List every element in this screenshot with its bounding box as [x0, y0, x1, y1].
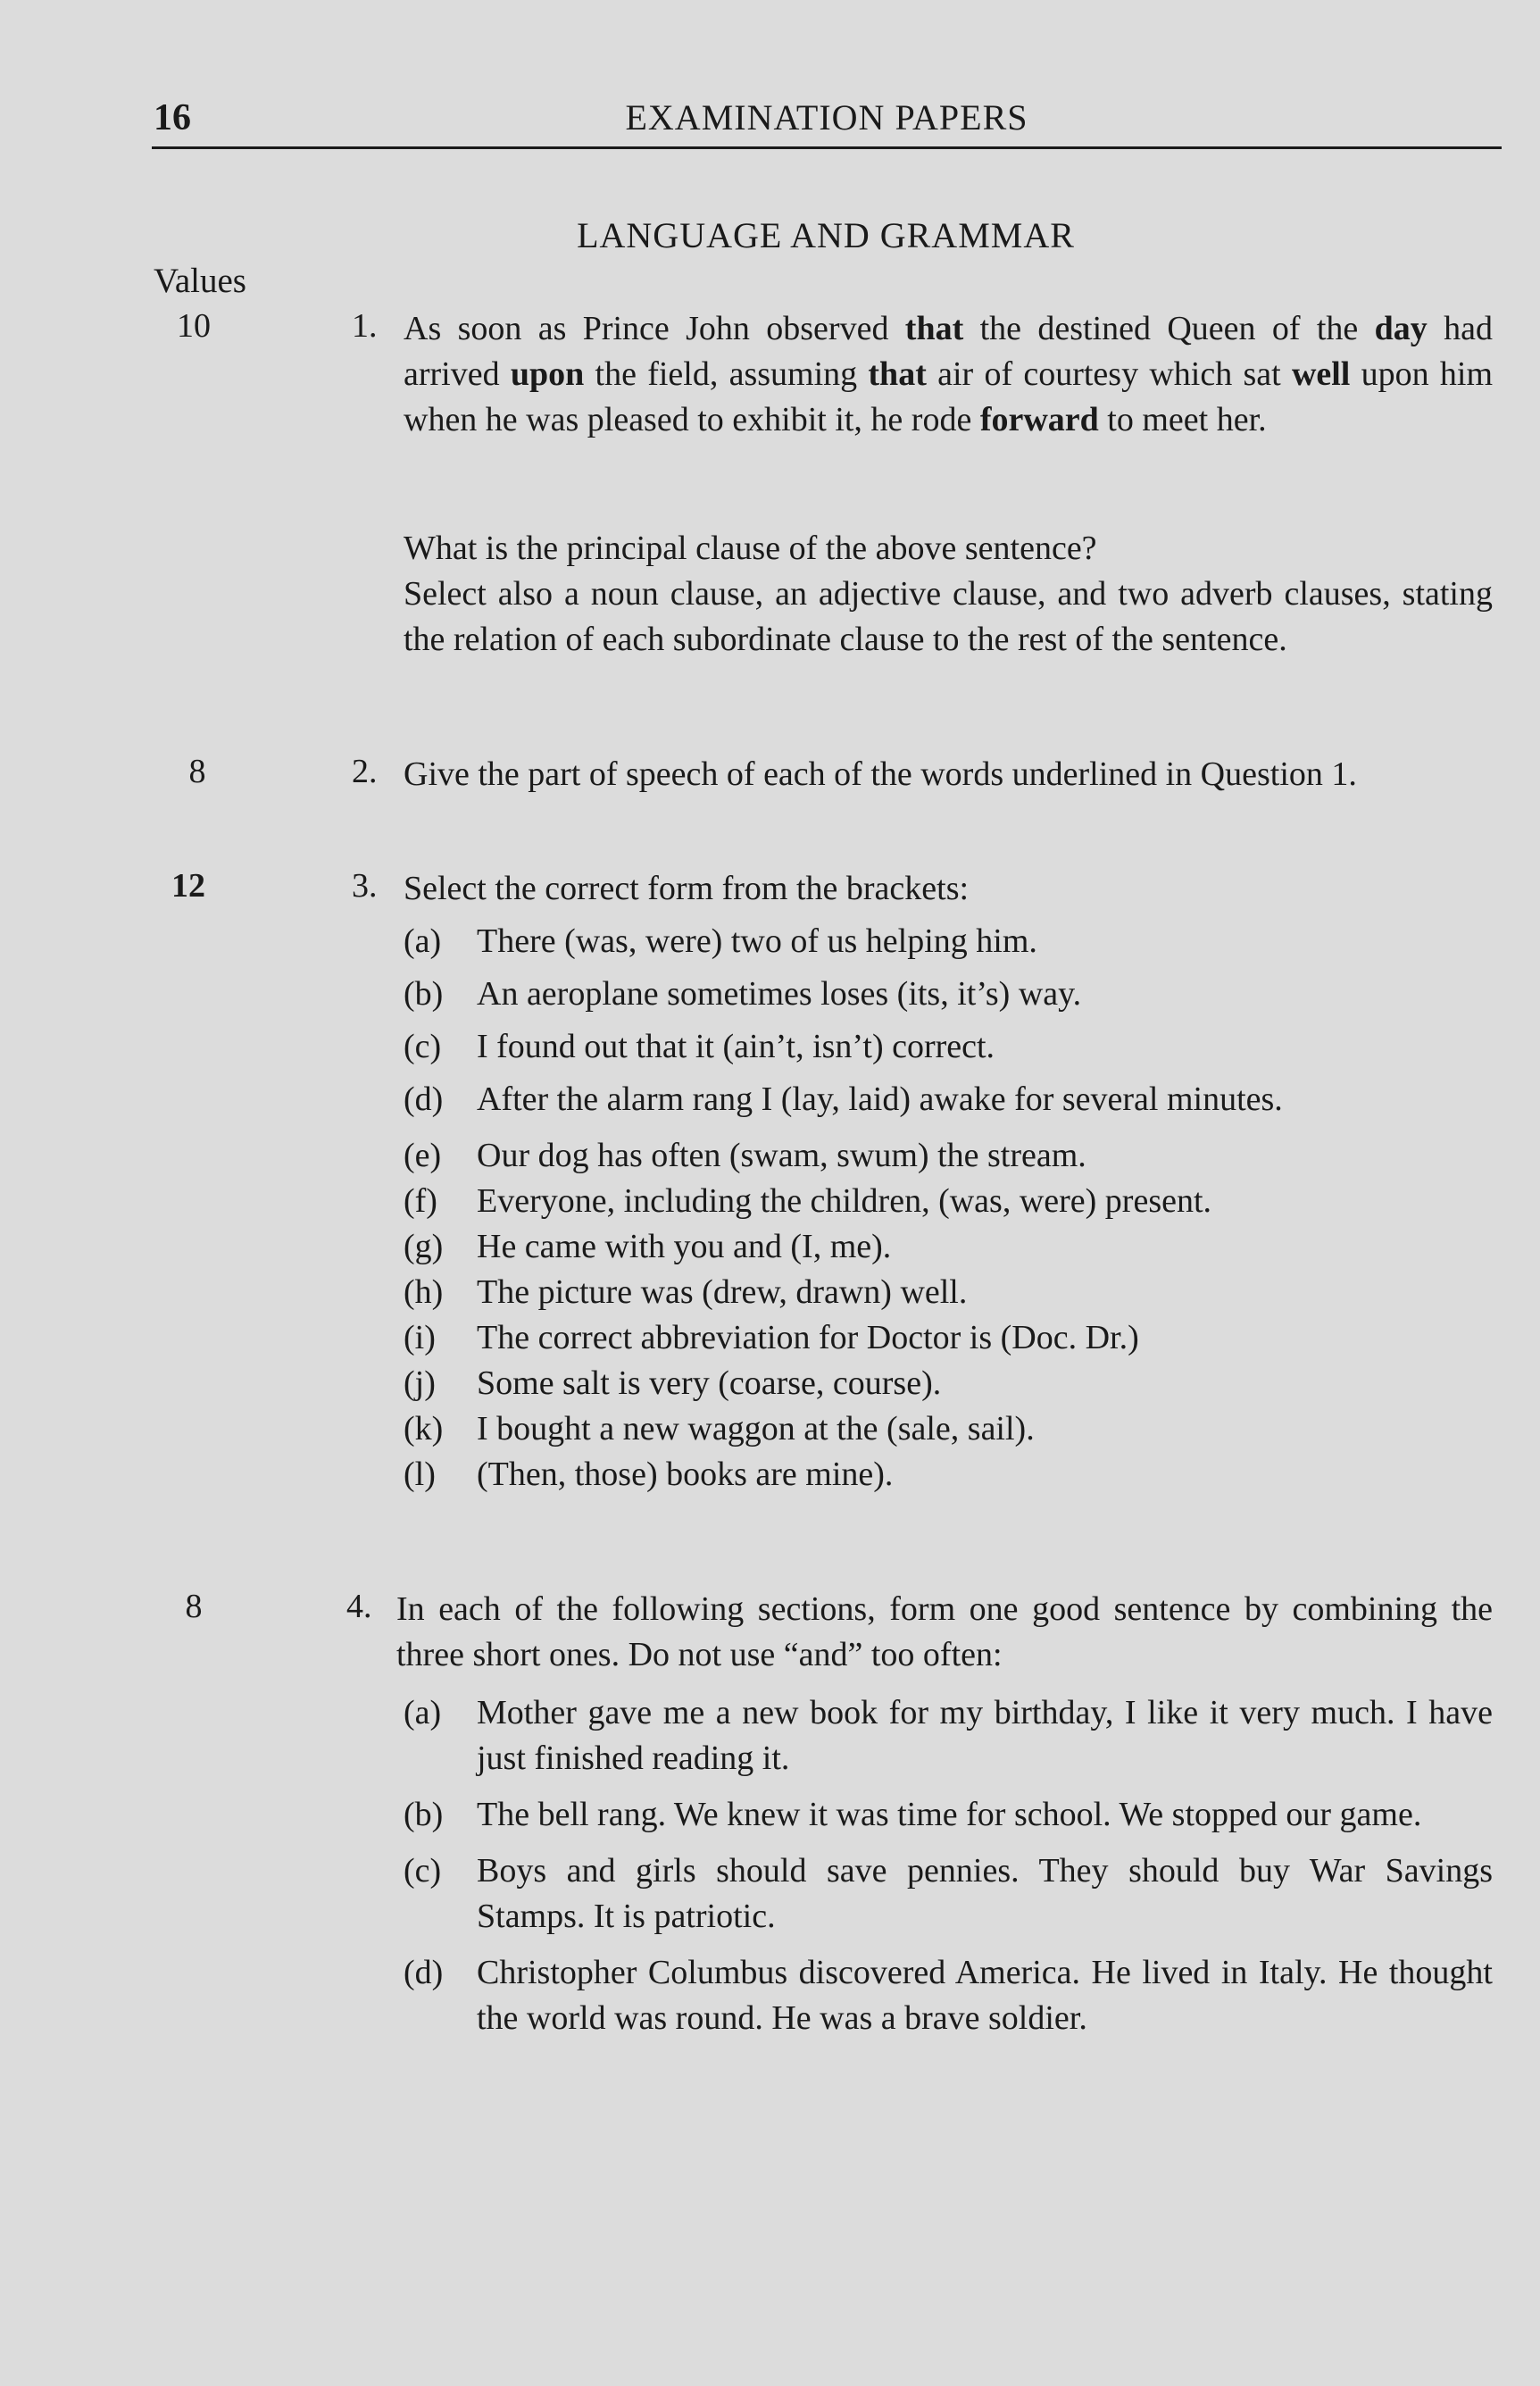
question-1-passage [404, 306, 1493, 443]
sub-question-item [404, 1792, 1493, 1838]
values-column-label: Values [154, 262, 246, 300]
question-3-text: Select the correct form from the brackets: [404, 870, 970, 907]
sub-question-item [404, 1270, 1493, 1315]
item-text: The correct abbreviation for Doctor is (Doc. Dr.) [477, 1319, 1139, 1356]
item-label: (c) [404, 1028, 442, 1065]
question-4-value: 8 [185, 1588, 203, 1625]
item-text: The picture was (drew, drawn) well. [477, 1273, 968, 1311]
item-label: (h) [404, 1273, 444, 1311]
question-2-number: 2. [352, 753, 378, 790]
sub-question-item [404, 1133, 1493, 1179]
item-label: (e) [404, 1137, 442, 1174]
page-number: 16 [154, 97, 191, 138]
item-label: (d) [404, 1954, 444, 1991]
question-4-text: In each of the following sections, form one good sentence by combining the three short ones. Do not use “and” too often: [396, 1590, 1493, 1673]
item-label: (b) [404, 1796, 444, 1833]
sub-question-item [404, 1690, 1493, 1781]
marked-word: forward [979, 401, 1099, 438]
sub-question-item [404, 1315, 1493, 1361]
marked-word: that [868, 355, 927, 393]
marked-word: well [1291, 355, 1351, 393]
item-label: (a) [404, 1694, 442, 1731]
item-label: (f) [404, 1182, 437, 1220]
page-header [152, 96, 1502, 149]
section-title: LANGUAGE AND GRAMMAR [577, 215, 1075, 255]
sub-question-item [404, 1452, 1493, 1498]
sub-question-item [404, 1406, 1493, 1452]
item-text: I bought a new waggon at the (sale, sail). [477, 1410, 1035, 1447]
question-1-number: 1. [352, 307, 378, 345]
marked-word: day [1374, 310, 1428, 347]
sub-question-item [404, 1361, 1493, 1406]
sub-question-item [404, 919, 1493, 964]
running-title: EXAMINATION PAPERS [625, 97, 1028, 138]
item-label: (c) [404, 1852, 442, 1890]
item-text: Boys and girls should save pennies. They should buy War Savings Stamps. It is patriotic. [477, 1852, 1493, 1935]
question-1-value: 10 [177, 307, 211, 345]
sub-question-item [404, 1224, 1493, 1270]
item-text: Our dog has often (swam, swum) the stream. [477, 1137, 1086, 1174]
question-4-number: 4. [346, 1588, 372, 1625]
item-label: (g) [404, 1228, 444, 1265]
sub-question-item [404, 1024, 1493, 1070]
item-label: (a) [404, 922, 442, 960]
item-label: (d) [404, 1080, 444, 1118]
item-text: There (was, were) two of us helping him. [477, 922, 1037, 960]
marked-word: that [904, 310, 964, 347]
sub-question-item [404, 1179, 1493, 1224]
passage-text: air of courtesy which sat [926, 355, 1292, 393]
item-label: (l) [404, 1456, 436, 1493]
item-label: (k) [404, 1410, 444, 1447]
passage-text: the destined Queen of the [963, 310, 1375, 347]
question-3-value: 12 [171, 867, 205, 905]
sub-question-item [404, 1848, 1493, 1940]
item-text: Mother gave me a new book for my birthday, I like it very much. I have just finished reading it. [477, 1694, 1493, 1777]
item-label: (i) [404, 1319, 436, 1356]
question-1-instruction-2: Select also a noun clause, an adjective clause, and two adverb clauses, stating the relation of each subordinate clause to the rest of the sentence. [404, 575, 1493, 658]
sub-question-item [404, 1950, 1493, 2041]
question-2-value: 8 [188, 753, 206, 790]
question-4-items [404, 1690, 1493, 2041]
passage-text: upon him when he was pleased to exhibit it, he rode [404, 355, 1493, 438]
item-text: After the alarm rang I (lay, laid) awake for several minutes. [477, 1080, 1283, 1118]
question-3-number: 3. [352, 867, 378, 905]
item-text: I found out that it (ain’t, isn’t) correct. [477, 1028, 995, 1065]
item-text: Everyone, including the children, (was, were) present. [477, 1182, 1212, 1220]
item-text: Some salt is very (coarse, course). [477, 1364, 942, 1402]
item-text: (Then, those) books are mine). [477, 1456, 894, 1493]
marked-word: upon [510, 355, 585, 393]
item-text: An aeroplane sometimes loses (its, it’s) way. [477, 975, 1082, 1013]
passage-text: As soon as Prince John observed [404, 310, 905, 347]
item-text: The bell rang. We knew it was time for school. We stopped our game. [477, 1796, 1422, 1833]
sub-question-item [404, 1077, 1493, 1122]
item-label: (j) [404, 1364, 436, 1402]
passage-text: to meet her. [1098, 401, 1267, 438]
passage-text: the field, assuming [584, 355, 869, 393]
sub-question-item [404, 972, 1493, 1017]
question-3-items [404, 919, 1493, 1498]
question-1-instruction-1: What is the principal clause of the above sentence? [404, 530, 1097, 567]
item-text: Christopher Columbus discovered America. He lived in Italy. He thought the world was round. He was a brave soldier. [477, 1954, 1493, 2037]
question-2-text: Give the part of speech of each of the words underlined in Question 1. [404, 755, 1357, 793]
passage-text: had arrived [404, 310, 1493, 393]
item-text: He came with you and (I, me). [477, 1228, 892, 1265]
item-label: (b) [404, 975, 444, 1013]
